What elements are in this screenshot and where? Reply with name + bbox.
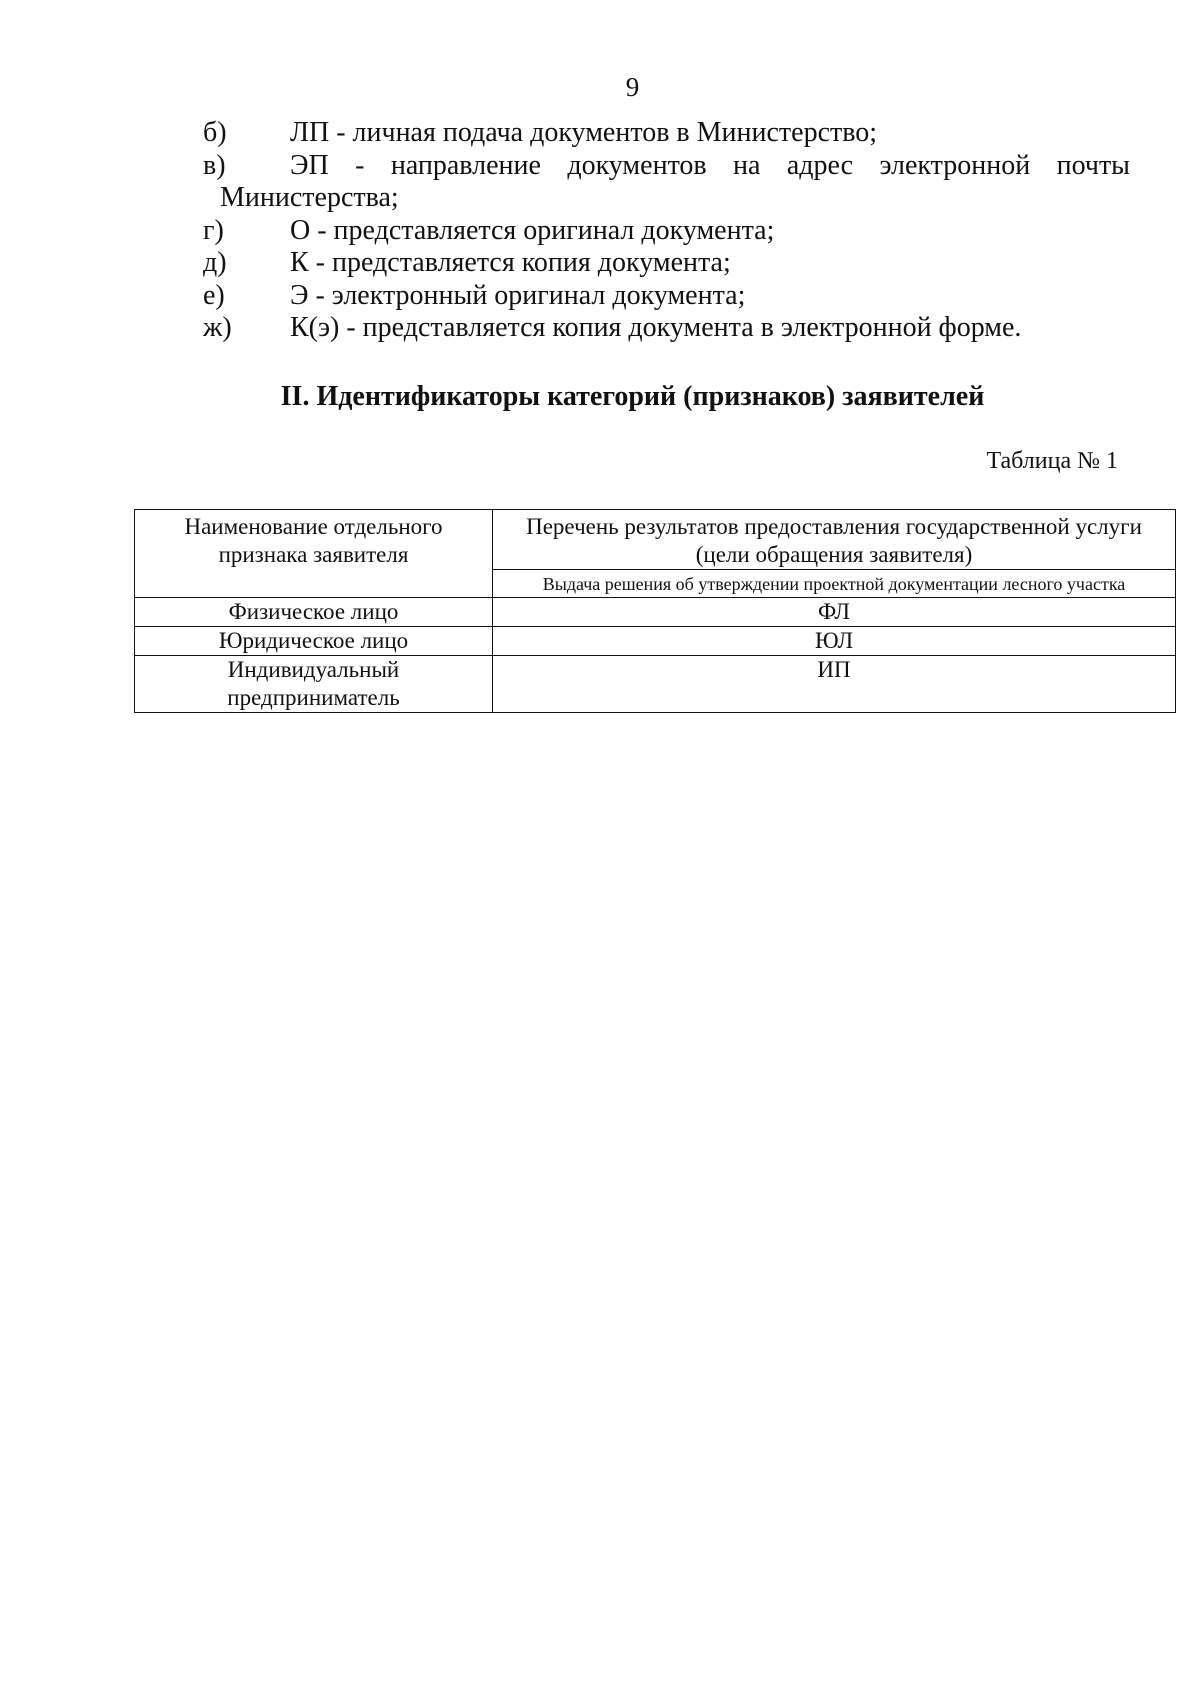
list-item [203, 150, 1130, 215]
list-item [203, 312, 1130, 345]
list-marker: д) [203, 247, 227, 278]
applicant-categories-table [134, 509, 1176, 713]
list-marker: е) [203, 279, 225, 311]
page-number: 9 [625, 72, 640, 102]
list-marker: ж) [203, 312, 232, 343]
table-row [135, 656, 1176, 713]
row-code: ФЛ [493, 598, 1176, 627]
list-marker: б) [203, 117, 227, 148]
table-row [135, 598, 1176, 627]
row-code: ЮЛ [493, 627, 1176, 656]
list-item [203, 280, 1130, 313]
list-text: О - представляется оригинал документа; [290, 214, 775, 246]
list-item [203, 117, 1130, 150]
row-code: ИП [493, 656, 1176, 713]
table-header-row [135, 510, 1176, 570]
subheader-col2: Выдача решения об утверждении проектной документации лесного участка [493, 570, 1176, 598]
section-heading: II. Идентификаторы категорий (признаков) заявителей [280, 381, 985, 412]
list-marker: г) [203, 214, 224, 246]
row-name: Физическое лицо [135, 598, 493, 627]
list-item [203, 247, 1130, 280]
list-item [203, 215, 1130, 248]
list-marker: в) [203, 149, 226, 181]
list-text: ЭП - направление документов на адрес электронной почты [290, 149, 1130, 181]
row-name: Юридическое лицо [135, 627, 493, 656]
abbreviation-list [203, 117, 1130, 345]
list-text: К - представляется копия документа; [290, 247, 731, 278]
header-col2: Перечень результатов предоставления государственной услуги (цели обращения заявителя) [493, 510, 1176, 570]
table-number: Таблица № 1 [986, 448, 1118, 474]
list-text: Э - электронный оригинал документа; [290, 279, 746, 311]
table-row [135, 627, 1176, 656]
list-text: ЛП - личная подача документов в Министерство; [290, 117, 878, 148]
header-col1: Наименование отдельного признака заявителя [135, 510, 493, 598]
row-name: Индивидуальный предприниматель [135, 656, 493, 713]
list-text: К(э) - представляется копия документа в электронной форме. [290, 312, 1022, 343]
list-text-continuation: Министерства; [220, 182, 399, 213]
